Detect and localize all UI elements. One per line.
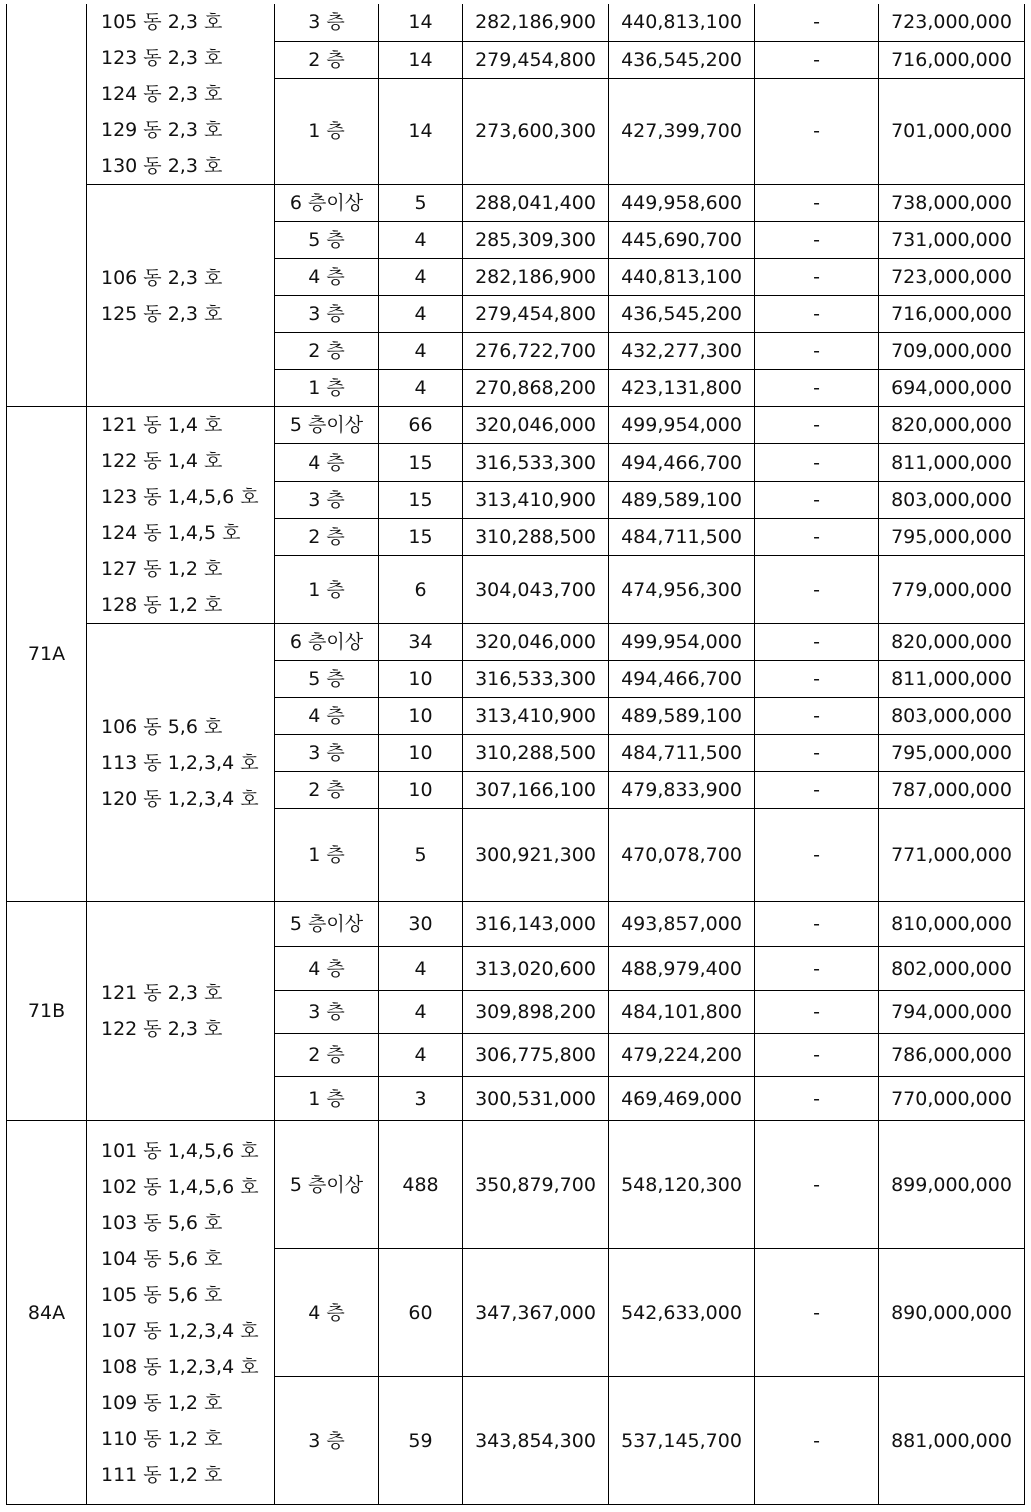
dong-entry: 122 동 2,3 호 (101, 1018, 223, 1040)
floor-cell: 5 층이상 (275, 1121, 379, 1249)
building-price-cell: 440,813,100 (609, 259, 755, 296)
land-price-cell: 313,410,900 (463, 698, 609, 735)
land-price-cell: 316,533,300 (463, 661, 609, 698)
vat-cell: - (755, 1034, 879, 1077)
vat-cell: - (755, 41, 879, 78)
land-price-cell: 316,533,300 (463, 444, 609, 481)
total-price-cell: 802,000,000 (879, 947, 1025, 991)
floor-cell: 6 층이상 (275, 185, 379, 222)
floor-cell: 5 층이상 (275, 902, 379, 947)
vat-cell: - (755, 519, 879, 556)
vat-cell: - (755, 4, 879, 41)
floor-cell: 2 층 (275, 772, 379, 809)
count-cell: 34 (379, 624, 463, 661)
count-cell: 4 (379, 370, 463, 407)
count-cell: 4 (379, 259, 463, 296)
dong-entry: 130 동 2,3 호 (101, 155, 223, 177)
table-row (7, 1121, 1025, 1249)
dong-entry: 101 동 1,4,5,6 호 (101, 1139, 259, 1162)
land-price-cell: 347,367,000 (463, 1249, 609, 1377)
building-price-cell: 469,469,000 (609, 1077, 755, 1121)
land-price-cell: 285,309,300 (463, 222, 609, 259)
count-cell: 5 (379, 809, 463, 902)
total-price-cell: 820,000,000 (879, 407, 1025, 444)
floor-cell: 4 층 (275, 259, 379, 296)
dong-entry: 110 동 1,2 호 (101, 1427, 223, 1450)
count-cell: 4 (379, 333, 463, 370)
building-price-cell: 436,545,200 (609, 41, 755, 78)
floor-cell: 1 층 (275, 1077, 379, 1121)
land-price-cell: 350,879,700 (463, 1121, 609, 1249)
count-cell: 59 (379, 1377, 463, 1505)
total-price-cell: 771,000,000 (879, 809, 1025, 902)
floor-cell: 5 층 (275, 222, 379, 259)
vat-cell: - (755, 556, 879, 624)
building-price-cell: 537,145,700 (609, 1377, 755, 1505)
building-price-cell: 423,131,800 (609, 370, 755, 407)
vat-cell: - (755, 259, 879, 296)
dong-entry: 113 동 1,2,3,4 호 (101, 751, 259, 774)
building-price-cell: 449,958,600 (609, 185, 755, 222)
count-cell: 14 (379, 4, 463, 41)
total-price-cell: 890,000,000 (879, 1249, 1025, 1377)
vat-cell: - (755, 1377, 879, 1505)
building-price-cell: 440,813,100 (609, 4, 755, 41)
dong-entry: 123 동 2,3 호 (101, 47, 223, 69)
total-price-cell: 795,000,000 (879, 519, 1025, 556)
dong-entry: 109 동 1,2 호 (101, 1391, 223, 1414)
dong-entry: 125 동 2,3 호 (101, 302, 223, 325)
floor-cell: 2 층 (275, 41, 379, 78)
vat-cell: - (755, 333, 879, 370)
total-price-cell: 779,000,000 (879, 556, 1025, 624)
type-cell (7, 4, 87, 407)
building-price-cell: 494,466,700 (609, 661, 755, 698)
type-label: 71B (7, 902, 87, 1121)
building-price-cell: 470,078,700 (609, 809, 755, 902)
dong-entry: 108 동 1,2,3,4 호 (101, 1355, 259, 1378)
vat-cell: - (755, 185, 879, 222)
building-price-cell: 489,589,100 (609, 481, 755, 518)
dong-list (87, 407, 275, 624)
floor-cell: 2 층 (275, 1034, 379, 1077)
building-price-cell: 499,954,000 (609, 407, 755, 444)
vat-cell: - (755, 991, 879, 1034)
dong-entry: 103 동 5,6 호 (101, 1211, 223, 1234)
dong-list (87, 1121, 275, 1505)
land-price-cell: 309,898,200 (463, 991, 609, 1034)
land-price-cell: 279,454,800 (463, 296, 609, 333)
vat-cell: - (755, 947, 879, 991)
land-price-cell: 270,868,200 (463, 370, 609, 407)
building-price-cell: 432,277,300 (609, 333, 755, 370)
vat-cell: - (755, 481, 879, 518)
dong-entry: 124 동 1,4,5 호 (101, 522, 241, 544)
total-price-cell: 723,000,000 (879, 259, 1025, 296)
count-cell: 4 (379, 991, 463, 1034)
building-price-cell: 436,545,200 (609, 296, 755, 333)
table-row (7, 185, 1025, 222)
vat-cell: - (755, 370, 879, 407)
dong-entry: 106 동 2,3 호 (101, 266, 223, 289)
land-price-cell: 300,531,000 (463, 1077, 609, 1121)
floor-cell: 4 층 (275, 698, 379, 735)
vat-cell: - (755, 222, 879, 259)
building-price-cell: 489,589,100 (609, 698, 755, 735)
count-cell: 10 (379, 772, 463, 809)
total-price-cell: 709,000,000 (879, 333, 1025, 370)
total-price-cell: 723,000,000 (879, 4, 1025, 41)
building-price-cell: 542,633,000 (609, 1249, 755, 1377)
floor-cell: 3 층 (275, 296, 379, 333)
land-price-cell: 288,041,400 (463, 185, 609, 222)
type-label: 84A (7, 1121, 87, 1505)
land-price-cell: 313,410,900 (463, 481, 609, 518)
land-price-cell: 320,046,000 (463, 624, 609, 661)
dong-entry: 123 동 1,4,5,6 호 (101, 486, 259, 508)
floor-cell: 1 층 (275, 370, 379, 407)
land-price-cell: 273,600,300 (463, 78, 609, 184)
building-price-cell: 484,711,500 (609, 735, 755, 772)
vat-cell: - (755, 698, 879, 735)
vat-cell: - (755, 444, 879, 481)
vat-cell: - (755, 661, 879, 698)
price-table (6, 4, 1025, 1505)
table-row (7, 407, 1025, 444)
count-cell: 4 (379, 222, 463, 259)
count-cell: 3 (379, 1077, 463, 1121)
floor-cell: 2 층 (275, 519, 379, 556)
floor-cell: 1 층 (275, 556, 379, 624)
dong-entry: 122 동 1,4 호 (101, 450, 223, 472)
dong-entry: 128 동 1,2 호 (101, 594, 223, 616)
total-price-cell: 770,000,000 (879, 1077, 1025, 1121)
dong-entry: 105 동 5,6 호 (101, 1283, 223, 1306)
total-price-cell: 811,000,000 (879, 444, 1025, 481)
count-cell: 15 (379, 481, 463, 518)
dong-entry: 124 동 2,3 호 (101, 83, 223, 105)
table-row (7, 624, 1025, 661)
total-price-cell: 716,000,000 (879, 41, 1025, 78)
vat-cell: - (755, 902, 879, 947)
floor-cell: 2 층 (275, 333, 379, 370)
count-cell: 4 (379, 296, 463, 333)
dong-entry: 107 동 1,2,3,4 호 (101, 1319, 259, 1342)
vat-cell: - (755, 809, 879, 902)
dong-list (87, 4, 275, 185)
floor-cell: 1 층 (275, 78, 379, 184)
count-cell: 15 (379, 444, 463, 481)
table-row (7, 902, 1025, 947)
count-cell: 4 (379, 1034, 463, 1077)
land-price-cell: 307,166,100 (463, 772, 609, 809)
dong-entry: 120 동 1,2,3,4 호 (101, 787, 259, 810)
vat-cell: - (755, 296, 879, 333)
total-price-cell: 786,000,000 (879, 1034, 1025, 1077)
total-price-cell: 701,000,000 (879, 78, 1025, 184)
count-cell: 60 (379, 1249, 463, 1377)
total-price-cell: 795,000,000 (879, 735, 1025, 772)
vat-cell: - (755, 1077, 879, 1121)
table-row (7, 4, 1025, 41)
count-cell: 4 (379, 947, 463, 991)
total-price-cell: 803,000,000 (879, 481, 1025, 518)
building-price-cell: 484,101,800 (609, 991, 755, 1034)
count-cell: 10 (379, 698, 463, 735)
vat-cell: - (755, 772, 879, 809)
count-cell: 6 (379, 556, 463, 624)
floor-cell: 6 층이상 (275, 624, 379, 661)
building-price-cell: 474,956,300 (609, 556, 755, 624)
dong-entry: 106 동 5,6 호 (101, 715, 223, 738)
vat-cell: - (755, 1121, 879, 1249)
building-price-cell: 479,224,200 (609, 1034, 755, 1077)
floor-cell: 3 층 (275, 1377, 379, 1505)
vat-cell: - (755, 735, 879, 772)
dong-entry: 121 동 1,4 호 (101, 414, 223, 436)
dong-list (87, 185, 275, 407)
dong-entry: 104 동 5,6 호 (101, 1247, 223, 1270)
floor-cell: 3 층 (275, 481, 379, 518)
land-price-cell: 282,186,900 (463, 4, 609, 41)
building-price-cell: 479,833,900 (609, 772, 755, 809)
total-price-cell: 820,000,000 (879, 624, 1025, 661)
count-cell: 66 (379, 407, 463, 444)
floor-cell: 4 층 (275, 1249, 379, 1377)
land-price-cell: 343,854,300 (463, 1377, 609, 1505)
count-cell: 10 (379, 735, 463, 772)
floor-cell: 1 층 (275, 809, 379, 902)
vat-cell: - (755, 624, 879, 661)
count-cell: 14 (379, 41, 463, 78)
building-price-cell: 494,466,700 (609, 444, 755, 481)
floor-cell: 3 층 (275, 4, 379, 41)
land-price-cell: 306,775,800 (463, 1034, 609, 1077)
total-price-cell: 794,000,000 (879, 991, 1025, 1034)
total-price-cell: 810,000,000 (879, 902, 1025, 947)
count-cell: 10 (379, 661, 463, 698)
building-price-cell: 488,979,400 (609, 947, 755, 991)
floor-cell: 3 층 (275, 991, 379, 1034)
floor-cell: 4 층 (275, 444, 379, 481)
count-cell: 30 (379, 902, 463, 947)
building-price-cell: 548,120,300 (609, 1121, 755, 1249)
land-price-cell: 310,288,500 (463, 519, 609, 556)
floor-cell: 3 층 (275, 735, 379, 772)
building-price-cell: 499,954,000 (609, 624, 755, 661)
dong-entry: 111 동 1,2 호 (101, 1463, 223, 1486)
building-price-cell: 484,711,500 (609, 519, 755, 556)
land-price-cell: 320,046,000 (463, 407, 609, 444)
count-cell: 488 (379, 1121, 463, 1249)
total-price-cell: 716,000,000 (879, 296, 1025, 333)
floor-cell: 5 층이상 (275, 407, 379, 444)
total-price-cell: 899,000,000 (879, 1121, 1025, 1249)
land-price-cell: 300,921,300 (463, 809, 609, 902)
dong-list (87, 624, 275, 902)
land-price-cell: 310,288,500 (463, 735, 609, 772)
dong-entry: 102 동 1,4,5,6 호 (101, 1175, 259, 1198)
vat-cell: - (755, 1249, 879, 1377)
count-cell: 14 (379, 78, 463, 184)
dong-list (87, 902, 275, 1121)
land-price-cell: 282,186,900 (463, 259, 609, 296)
total-price-cell: 881,000,000 (879, 1377, 1025, 1505)
dong-entry: 127 동 1,2 호 (101, 558, 223, 580)
land-price-cell: 279,454,800 (463, 41, 609, 78)
building-price-cell: 427,399,700 (609, 78, 755, 184)
total-price-cell: 787,000,000 (879, 772, 1025, 809)
dong-entry: 121 동 2,3 호 (101, 982, 223, 1004)
total-price-cell: 803,000,000 (879, 698, 1025, 735)
count-cell: 5 (379, 185, 463, 222)
floor-cell: 4 층 (275, 947, 379, 991)
land-price-cell: 276,722,700 (463, 333, 609, 370)
vat-cell: - (755, 407, 879, 444)
building-price-cell: 445,690,700 (609, 222, 755, 259)
dong-entry: 105 동 2,3 호 (101, 11, 223, 33)
total-price-cell: 811,000,000 (879, 661, 1025, 698)
total-price-cell: 738,000,000 (879, 185, 1025, 222)
vat-cell: - (755, 78, 879, 184)
type-label: 71A (7, 407, 87, 902)
land-price-cell: 316,143,000 (463, 902, 609, 947)
total-price-cell: 731,000,000 (879, 222, 1025, 259)
building-price-cell: 493,857,000 (609, 902, 755, 947)
land-price-cell: 304,043,700 (463, 556, 609, 624)
count-cell: 15 (379, 519, 463, 556)
total-price-cell: 694,000,000 (879, 370, 1025, 407)
dong-entry: 129 동 2,3 호 (101, 119, 223, 141)
floor-cell: 5 층 (275, 661, 379, 698)
land-price-cell: 313,020,600 (463, 947, 609, 991)
